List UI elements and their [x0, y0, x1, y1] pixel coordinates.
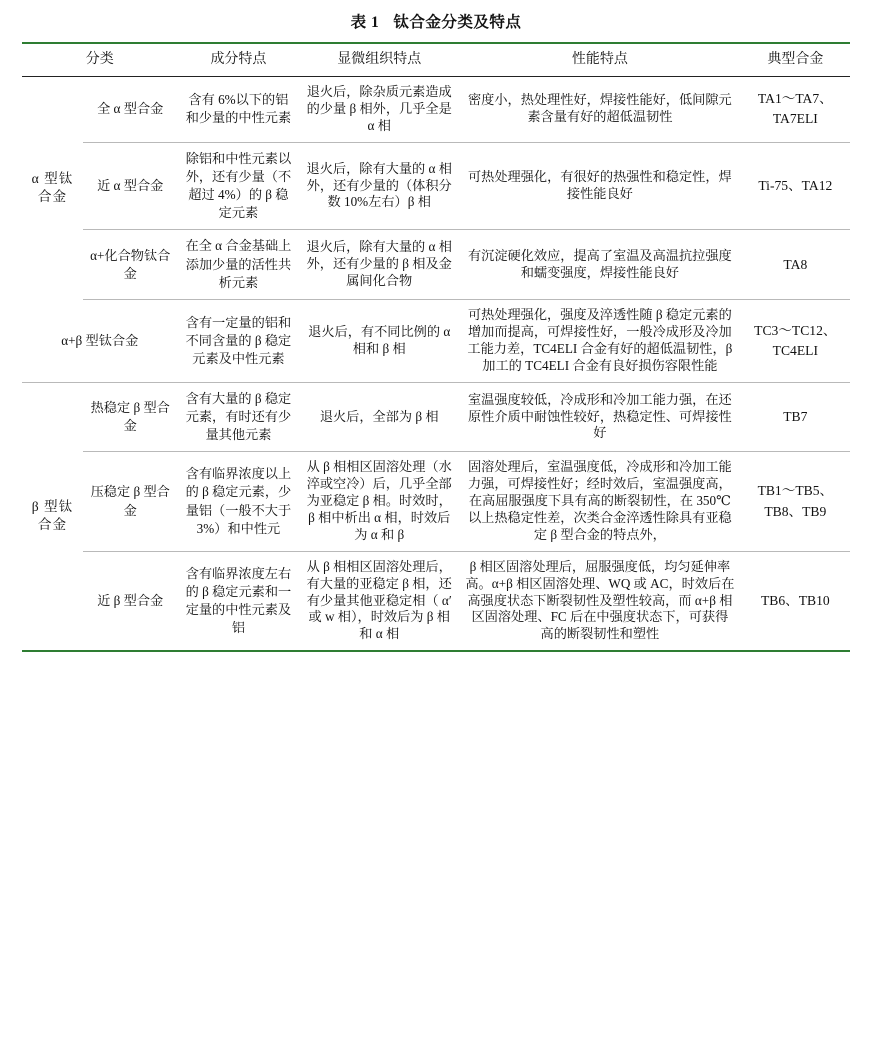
- titanium-alloy-table: [22, 42, 850, 650]
- composition-cell: 在全 α 合金基础上添加少量的活性共析元素: [178, 230, 300, 300]
- column-header-properties: 性能特点: [459, 43, 741, 76]
- properties-cell: 密度小，热处理性好，焊接性能好，低间隙元素含量有好的超低温韧性: [459, 76, 741, 142]
- typical-alloys-cell: TA1～TA7、TA7ELI: [741, 76, 850, 142]
- composition-cell: 含有大量的 β 稳定元素，有时还有少量其他元素: [178, 382, 300, 452]
- table-row: [22, 300, 850, 383]
- table-header: [22, 43, 850, 76]
- typical-alloys-cell: TB6、TB10: [760, 592, 830, 608]
- group-label-beta: β 型钛合金: [31, 499, 74, 533]
- subclass-label: α+化合物钛合金: [83, 230, 178, 300]
- column-header-classification: 分类: [22, 43, 178, 76]
- column-header-typical-alloys: 典型合金: [741, 43, 850, 76]
- microstructure-cell: 退火后，有不同比例的 α 相和 β 相: [299, 300, 459, 383]
- table-row: [22, 551, 850, 650]
- table-body: [22, 76, 850, 650]
- table-row: [22, 230, 850, 300]
- subclass-label: α+β 型钛合金: [22, 300, 178, 383]
- table-row: [22, 76, 850, 142]
- table-caption: [22, 10, 850, 32]
- properties-cell: 固溶处理后，室温强度低，冷成形和冷加工能力强，可焊接性好；经时效后，室温强度高，在高屈服强度下具有高的断裂韧性，在 350℃ 以上热稳定性差，次类合金淬透性除具有亚稳定 β 型合金的特点外，: [459, 452, 741, 551]
- composition-cell: 除铝和中性元素以外，还有少量（不超过 4%）的 β 稳定元素: [178, 142, 300, 230]
- properties-cell: 可热处理强化，有很好的热强性和稳定性，焊接性能良好: [459, 142, 741, 230]
- group-label-alpha: α 型钛合金: [31, 170, 74, 205]
- table-row: [22, 452, 850, 551]
- table-caption-number: 表 1: [350, 14, 380, 31]
- subclass-label: 近 β 型合金: [97, 592, 164, 608]
- properties-cell: 有沉淀硬化效应，提高了室温及高温抗拉强度和蠕变强度，焊接性能良好: [459, 230, 741, 300]
- typical-alloys-cell: Ti-75、TA12: [741, 142, 850, 230]
- composition-cell: 含有 6%以下的铝和少量的中性元素: [178, 76, 300, 142]
- microstructure-cell: 退火后，除有大量的 α 相外，还有少量的 β 相及金属间化合物: [299, 230, 459, 300]
- subclass-label: 近 α 型合金: [83, 142, 178, 230]
- column-header-composition: 成分特点: [178, 43, 300, 76]
- microstructure-cell: 退火后，除有大量的 α 相外，还有少量的（体积分数 10%左右）β 相: [299, 142, 459, 230]
- table-bottom-rule: [22, 650, 850, 652]
- properties-cell: 可热处理强化，强度及淬透性随 β 稳定元素的增加而提高，可焊接性好，一般冷成形及冷加工能力差，TC4ELI 合金有好的超低温韧性，β 加工的 TC4ELI 合金有良好损伤容限性能: [459, 300, 741, 383]
- microstructure-cell: 退火后，除杂质元素造成的少量 β 相外，几乎全是 α 相: [299, 76, 459, 142]
- properties-cell: 室温强度较低，冷成形和冷加工能力强，在还原性介质中耐蚀性较好，热稳定性、可焊接性好: [459, 382, 741, 452]
- microstructure-cell: 退火后，全部为 β 相: [299, 382, 459, 452]
- subclass-label: 压稳定 β 型合金: [83, 452, 178, 551]
- column-header-microstructure: 显微组织特点: [299, 43, 459, 76]
- typical-alloys-cell: TB7: [741, 382, 850, 452]
- subclass-label: 热稳定 β 型合金: [83, 382, 178, 452]
- microstructure-cell: 从 β 相相区固溶处理（水淬或空冷）后，几乎全部为亚稳定 β 相。时效时，β 相中析出 α 相，时效后为 α 和 β: [299, 452, 459, 551]
- typical-alloys-cell: TC3～TC12、TC4ELI: [741, 300, 850, 383]
- composition-cell: 含有一定量的铝和不同含量的 β 稳定元素及中性元素: [178, 300, 300, 383]
- table-caption-title: 钛合金分类及特点: [393, 14, 522, 31]
- properties-cell: β 相区固溶处理后，屈服强度低，均匀延伸率高。α+β 相区固溶处理、WQ 或 AC，时效后在高强度状态下断裂韧性及塑性较高，而 α+β 相区固溶处理、FC 后在中强度状态下，可获得高的断裂韧性和塑性: [465, 558, 735, 642]
- typical-alloys-cell: TA8: [741, 230, 850, 300]
- composition-cell: 含有临界浓度以上的 β 稳定元素，少量铝（一般不大于 3%）和中性元: [178, 452, 300, 551]
- table-row: [22, 142, 850, 230]
- subclass-label: 全 α 型合金: [83, 76, 178, 142]
- table-row: [22, 382, 850, 452]
- microstructure-cell: 从 β 相相区固溶处理后，有大量的亚稳定 β 相，还有少量其他亚稳定相（ α′ 或 w 相），时效后为 β 相和 α 相: [306, 558, 452, 642]
- composition-cell: 含有临界浓度左右的 β 稳定元素和一定量的中性元素及铝: [185, 565, 292, 636]
- typical-alloys-cell: TB1～TB5、TB8、TB9: [741, 452, 850, 551]
